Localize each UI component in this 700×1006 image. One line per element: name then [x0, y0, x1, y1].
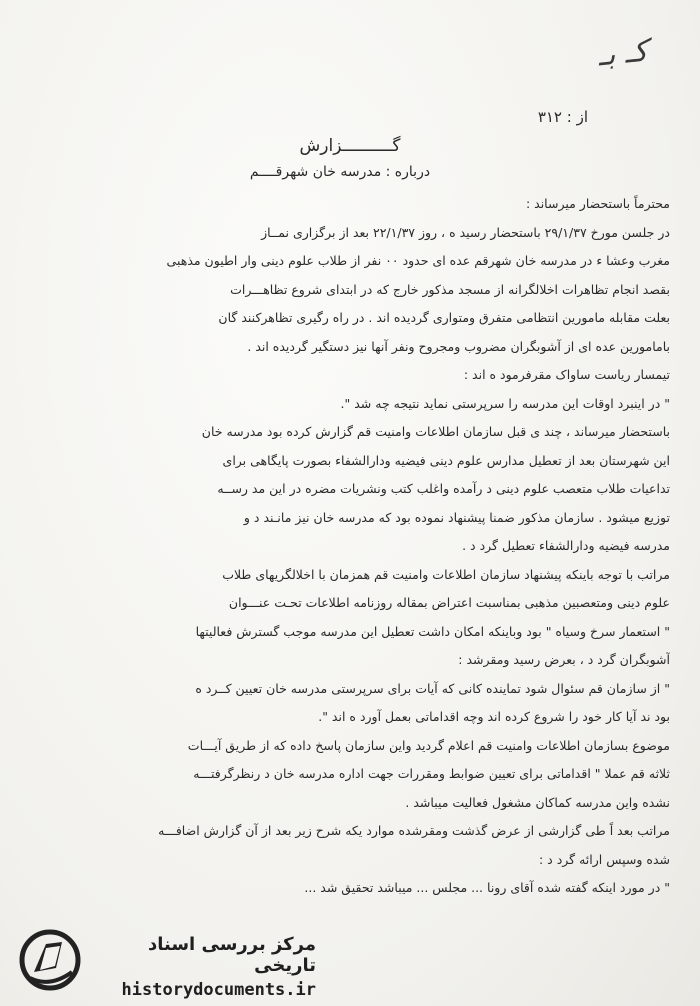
handwritten-corner-mark: کـ بـ — [596, 33, 650, 74]
body-line: بود ند آیا کار خود را شروع کرده اند وچه اقداماتی بعمل آورد ه اند ". — [318, 709, 670, 724]
body-line: در جلسن مورخ ۲۹/۱/۳۷ باستحضار رسید ه ، روز ۲۲/۱/۳۷ بعد از برگزاری نمــاز — [261, 224, 670, 240]
document-number: از : ۳۱۲ — [537, 108, 588, 126]
document-body — [14, 190, 670, 903]
body-line: آشوبگران گرد د ، بعرض رسید ومقرشد : — [458, 652, 670, 667]
body-line: این شهرستان بعد از تعطیل مدارس علوم دینی فیضیه ودارالشفاء بصورت پایگاهی برای — [222, 452, 670, 468]
body-line: " در مورد اینکه گفته شده آقای رونا ... مجلس ... میباشد تحقیق شد ... — [304, 880, 670, 895]
body-line: مدرسه فیضیه ودارالشفاء تعطیل گرد د . — [462, 538, 670, 553]
body-line: باستحضار میرساند ، چند ی قبل سازمان اطلاعات وامنیت قم گزارش کرده بود مدرسه خان — [201, 424, 670, 439]
body-line: بامامورین عده ای از آشوبگران مضروب ومجروح ونفر آنها نیز دستگیر گردیده اند . — [247, 338, 670, 354]
archive-watermark — [8, 926, 326, 1000]
body-line: تداعیات طلاب متعصب علوم دینی د رآمده واغلب کتب ونشریات مضره در این مد رســه — [217, 481, 670, 496]
document-title: گــــــــــزارش — [299, 136, 401, 156]
body-line: " از سازمان قم سئوال شود تماینده کانی که آیات برای سرپرستی مدرسه خان تعیین کــرد ه — [195, 680, 670, 696]
body-line: نشده واین مدرسه کماکان مشغول فعالیت میباشد . — [405, 794, 670, 810]
body-line: بقصد انجام تظاهرات اخلالگرانه از مسجد مذکور خارج که در ابتدای شروع تظاهـــرات — [230, 281, 670, 297]
archive-name: مرکز بررسی اسناد تاریخی — [148, 934, 316, 976]
body-line: " استعمار سرخ وسیاه " بود وباینکه امکان داشت تعطیل این مدرسه موجب گسترش فعالیتها — [195, 623, 670, 639]
archive-logo-icon — [16, 928, 86, 996]
document-subject: درباره : مدرسه خان شهرقــــم — [249, 164, 431, 180]
body-line: علوم دینی ومتعصبین مذهبی بمناسبت اعتراض بمقاله روزنامه اطلاعات تحـت عنـــوان — [228, 595, 670, 610]
body-line: شده وسپس ارائه گرد د : — [538, 851, 670, 867]
body-line: مغرب وعشا ء در مدرسه خان شهرقم عده ای حدود ۰۰ نفر از طلاب علوم دینی وار اطیون مذهبی — [166, 253, 670, 268]
body-line: مراتب بعد اً طی گزارشی از عرض گذشت ومقرشده موارد یکه شرح زیر بعد از آن گزارش اضافـــه — [158, 823, 670, 838]
body-line: بعلت مقابله مامورین انتظامی متفرق ومتواری گردیده اند . در راه رگیری تظاهرکنند گان — [218, 310, 670, 325]
body-line: موضوع بسازمان اطلاعات وامنیت قم اعلام گردید واین سازمان پاسخ داده که از طریق آیـــات — [187, 737, 670, 753]
archive-url: historydocuments.ir — [121, 980, 316, 1000]
body-line: " در اینبرد اوقات این مدرسه را سرپرستی نماید نتیجه چه شد ". — [340, 395, 670, 411]
body-line: ثلاثه قم عملا " اقداماتی برای تعیین ضوابط ومقررات جهت اداره مدرسه خان د رنظرگرفتـــه — [193, 766, 670, 781]
body-line: توزیع میشود . سازمان مذکور ضمنا پیشنهاد نموده بود که مدرسه خان نیز مانـند د و — [243, 509, 670, 525]
body-line: مراتب با توجه باینکه پیشنهاد سازمان اطلاعات وامنیت قم همزمان با اخلالگریهای طلاب — [222, 566, 670, 582]
body-line: محترماً باستحضار میرساند : — [525, 196, 670, 211]
body-line: تیمسار ریاست ساواک مقرفرمود ه اند : — [463, 367, 670, 382]
